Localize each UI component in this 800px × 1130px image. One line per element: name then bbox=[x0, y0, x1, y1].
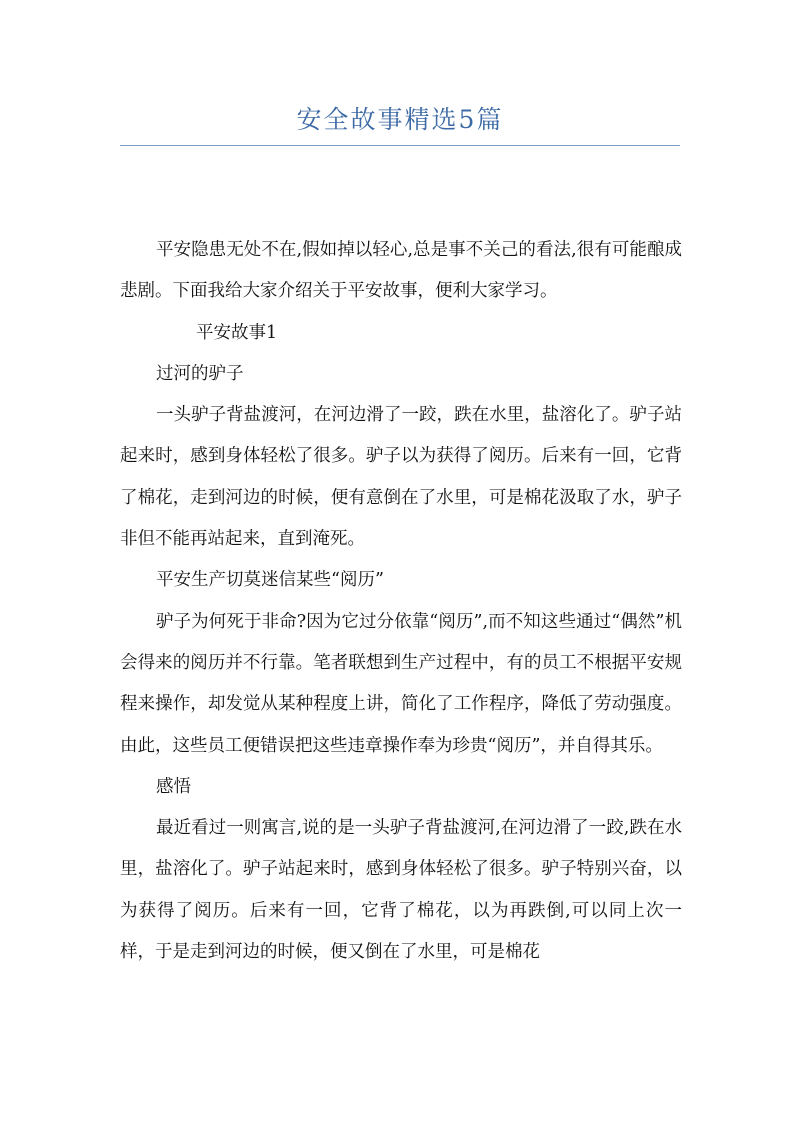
document-body bbox=[120, 230, 682, 973]
insight-paragraph: 最近看过一则寓言,说的是一头驴子背盐渡河,在河边滑了一跤,跌在水里，盐溶化了。驴子站起来时，感到身体轻松了很多。驴子特别兴奋，以为获得了阅历。后来有一回，它背了棉花，以为再跌倒,可以同上次一样，于是走到河边的时候，便又倒在了水里，可是棉花 bbox=[120, 818, 682, 963]
lesson-paragraph: 驴子为何死于非命?因为它过分依靠“阅历”,而不知这些通过“偶然”机会得来的阅历并不行靠。笔者联想到生产过程中，有的员工不根据平安规程来操作，却发觉从某种程度上讲，简化了工作程序，降低了劳动强度。由此，这些员工便错误把这些违章操作奉为珍贵“阅历”，并自得其乐。 bbox=[120, 611, 682, 756]
story-title: 过河的驴子 bbox=[156, 363, 244, 384]
lesson-heading: 平安生产切莫迷信某些“阅历” bbox=[156, 570, 384, 591]
title-underline bbox=[120, 145, 680, 146]
document-title: 安全故事精选5篇 bbox=[296, 105, 504, 134]
story-paragraph: 一头驴子背盐渡河，在河边滑了一跤，跌在水里，盐溶化了。驴子站起来时，感到身体轻松了很多。驴子以为获得了阅历。后来有一回，它背了棉花，走到河边的时候，便有意倒在了水里，可是棉花汲取了水，驴子非但不能再站起来，直到淹死。 bbox=[120, 405, 682, 550]
insight-heading: 感悟 bbox=[156, 776, 191, 797]
story-heading: 平安故事1 bbox=[196, 322, 278, 343]
intro-paragraph: 平安隐患无处不在,假如掉以轻心,总是事不关己的看法,很有可能酿成悲剧。下面我给大家介绍关于平安故事，便利大家学习。 bbox=[120, 240, 682, 302]
